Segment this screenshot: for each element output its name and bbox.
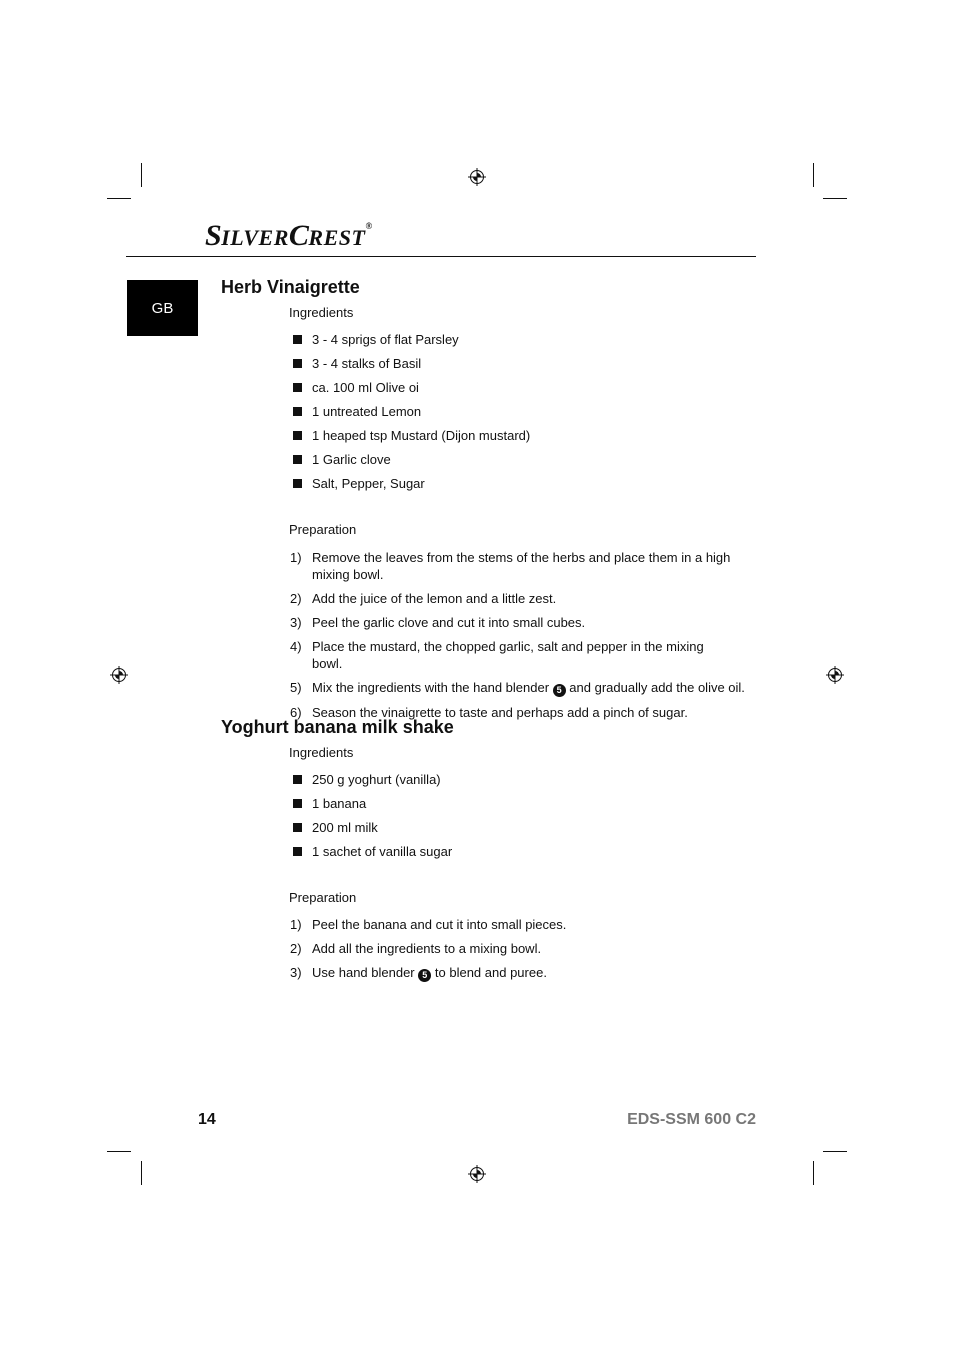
preparation-heading: Preparation — [289, 522, 357, 537]
crop-mark — [823, 198, 847, 199]
language-tab-label: GB — [151, 299, 174, 317]
step-item: 4) Place the mustard, the chopped garlic, salt and pepper in the mixing bowl. — [290, 639, 704, 671]
step-item: 2) Add the juice of the lemon and a little zest. — [290, 591, 557, 606]
part-number-badge: 5 — [553, 684, 566, 697]
registration-mark-icon — [826, 666, 844, 684]
brand-logo: SILVERCREST® — [205, 219, 372, 252]
square-bullet-icon — [293, 479, 302, 488]
crop-mark — [107, 1151, 131, 1152]
part-number-badge: 5 — [418, 969, 431, 982]
preparation-steps — [290, 549, 745, 728]
ingredient-list — [290, 772, 452, 868]
crop-mark — [813, 1161, 814, 1185]
registration-mark-icon — [468, 168, 486, 186]
registration-mark-icon — [110, 666, 128, 684]
step-item: 1) Remove the leaves from the stems of the herbs and place them in a high mixing bowl. — [290, 550, 731, 582]
crop-mark — [107, 198, 131, 199]
list-item: 1 Garlic clove — [290, 452, 530, 476]
square-bullet-icon — [293, 383, 302, 392]
square-bullet-icon — [293, 407, 302, 416]
square-bullet-icon — [293, 847, 302, 856]
list-item: 1 heaped tsp Mustard (Dijon mustard) — [290, 428, 530, 452]
square-bullet-icon — [293, 335, 302, 344]
list-item: 200 ml milk — [290, 820, 452, 844]
list-item: Salt, Pepper, Sugar — [290, 476, 530, 500]
step-item: 3) Use hand blender 5 to blend and puree. — [290, 965, 547, 980]
square-bullet-icon — [293, 823, 302, 832]
language-tab — [127, 280, 198, 336]
step-item: 5) Mix the ingredients with the hand blender 5 and gradually add the olive oil. — [290, 680, 745, 695]
list-item: 3 - 4 stalks of Basil — [290, 356, 530, 380]
crop-mark — [141, 1161, 142, 1185]
crop-mark — [141, 163, 142, 187]
step-item: 2) Add all the ingredients to a mixing bowl. — [290, 941, 542, 956]
step-item: 3) Peel the garlic clove and cut it into small cubes. — [290, 615, 586, 630]
step-item: 1) Peel the banana and cut it into small pieces. — [290, 917, 567, 932]
crop-mark — [813, 163, 814, 187]
square-bullet-icon — [293, 455, 302, 464]
square-bullet-icon — [293, 775, 302, 784]
crop-mark — [823, 1151, 847, 1152]
recipe-title: Herb Vinaigrette — [221, 277, 360, 297]
square-bullet-icon — [293, 359, 302, 368]
registration-mark-icon — [468, 1165, 486, 1183]
list-item: ca. 100 ml Olive oi — [290, 380, 530, 404]
list-item: 3 - 4 sprigs of flat Parsley — [290, 332, 530, 356]
list-item: 250 g yoghurt (vanilla) — [290, 772, 452, 796]
page-number: 14 — [198, 1111, 216, 1128]
square-bullet-icon — [293, 799, 302, 808]
list-item: 1 sachet of vanilla sugar — [290, 844, 452, 868]
square-bullet-icon — [293, 431, 302, 440]
recipe-title: Yoghurt banana milk shake — [221, 717, 454, 737]
header-rule — [126, 256, 756, 257]
preparation-heading: Preparation — [289, 890, 357, 905]
list-item: 1 banana — [290, 796, 452, 820]
step-item: 6) Season the vinaigrette to taste and perhaps add a pinch of sugar. — [290, 705, 688, 720]
ingredients-heading: Ingredients — [289, 305, 354, 320]
ingredient-list — [290, 332, 530, 500]
preparation-steps — [290, 916, 737, 989]
ingredients-heading: Ingredients — [289, 745, 354, 760]
list-item: 1 untreated Lemon — [290, 404, 530, 428]
model-number: EDS-SSM 600 C2 — [627, 1111, 756, 1128]
